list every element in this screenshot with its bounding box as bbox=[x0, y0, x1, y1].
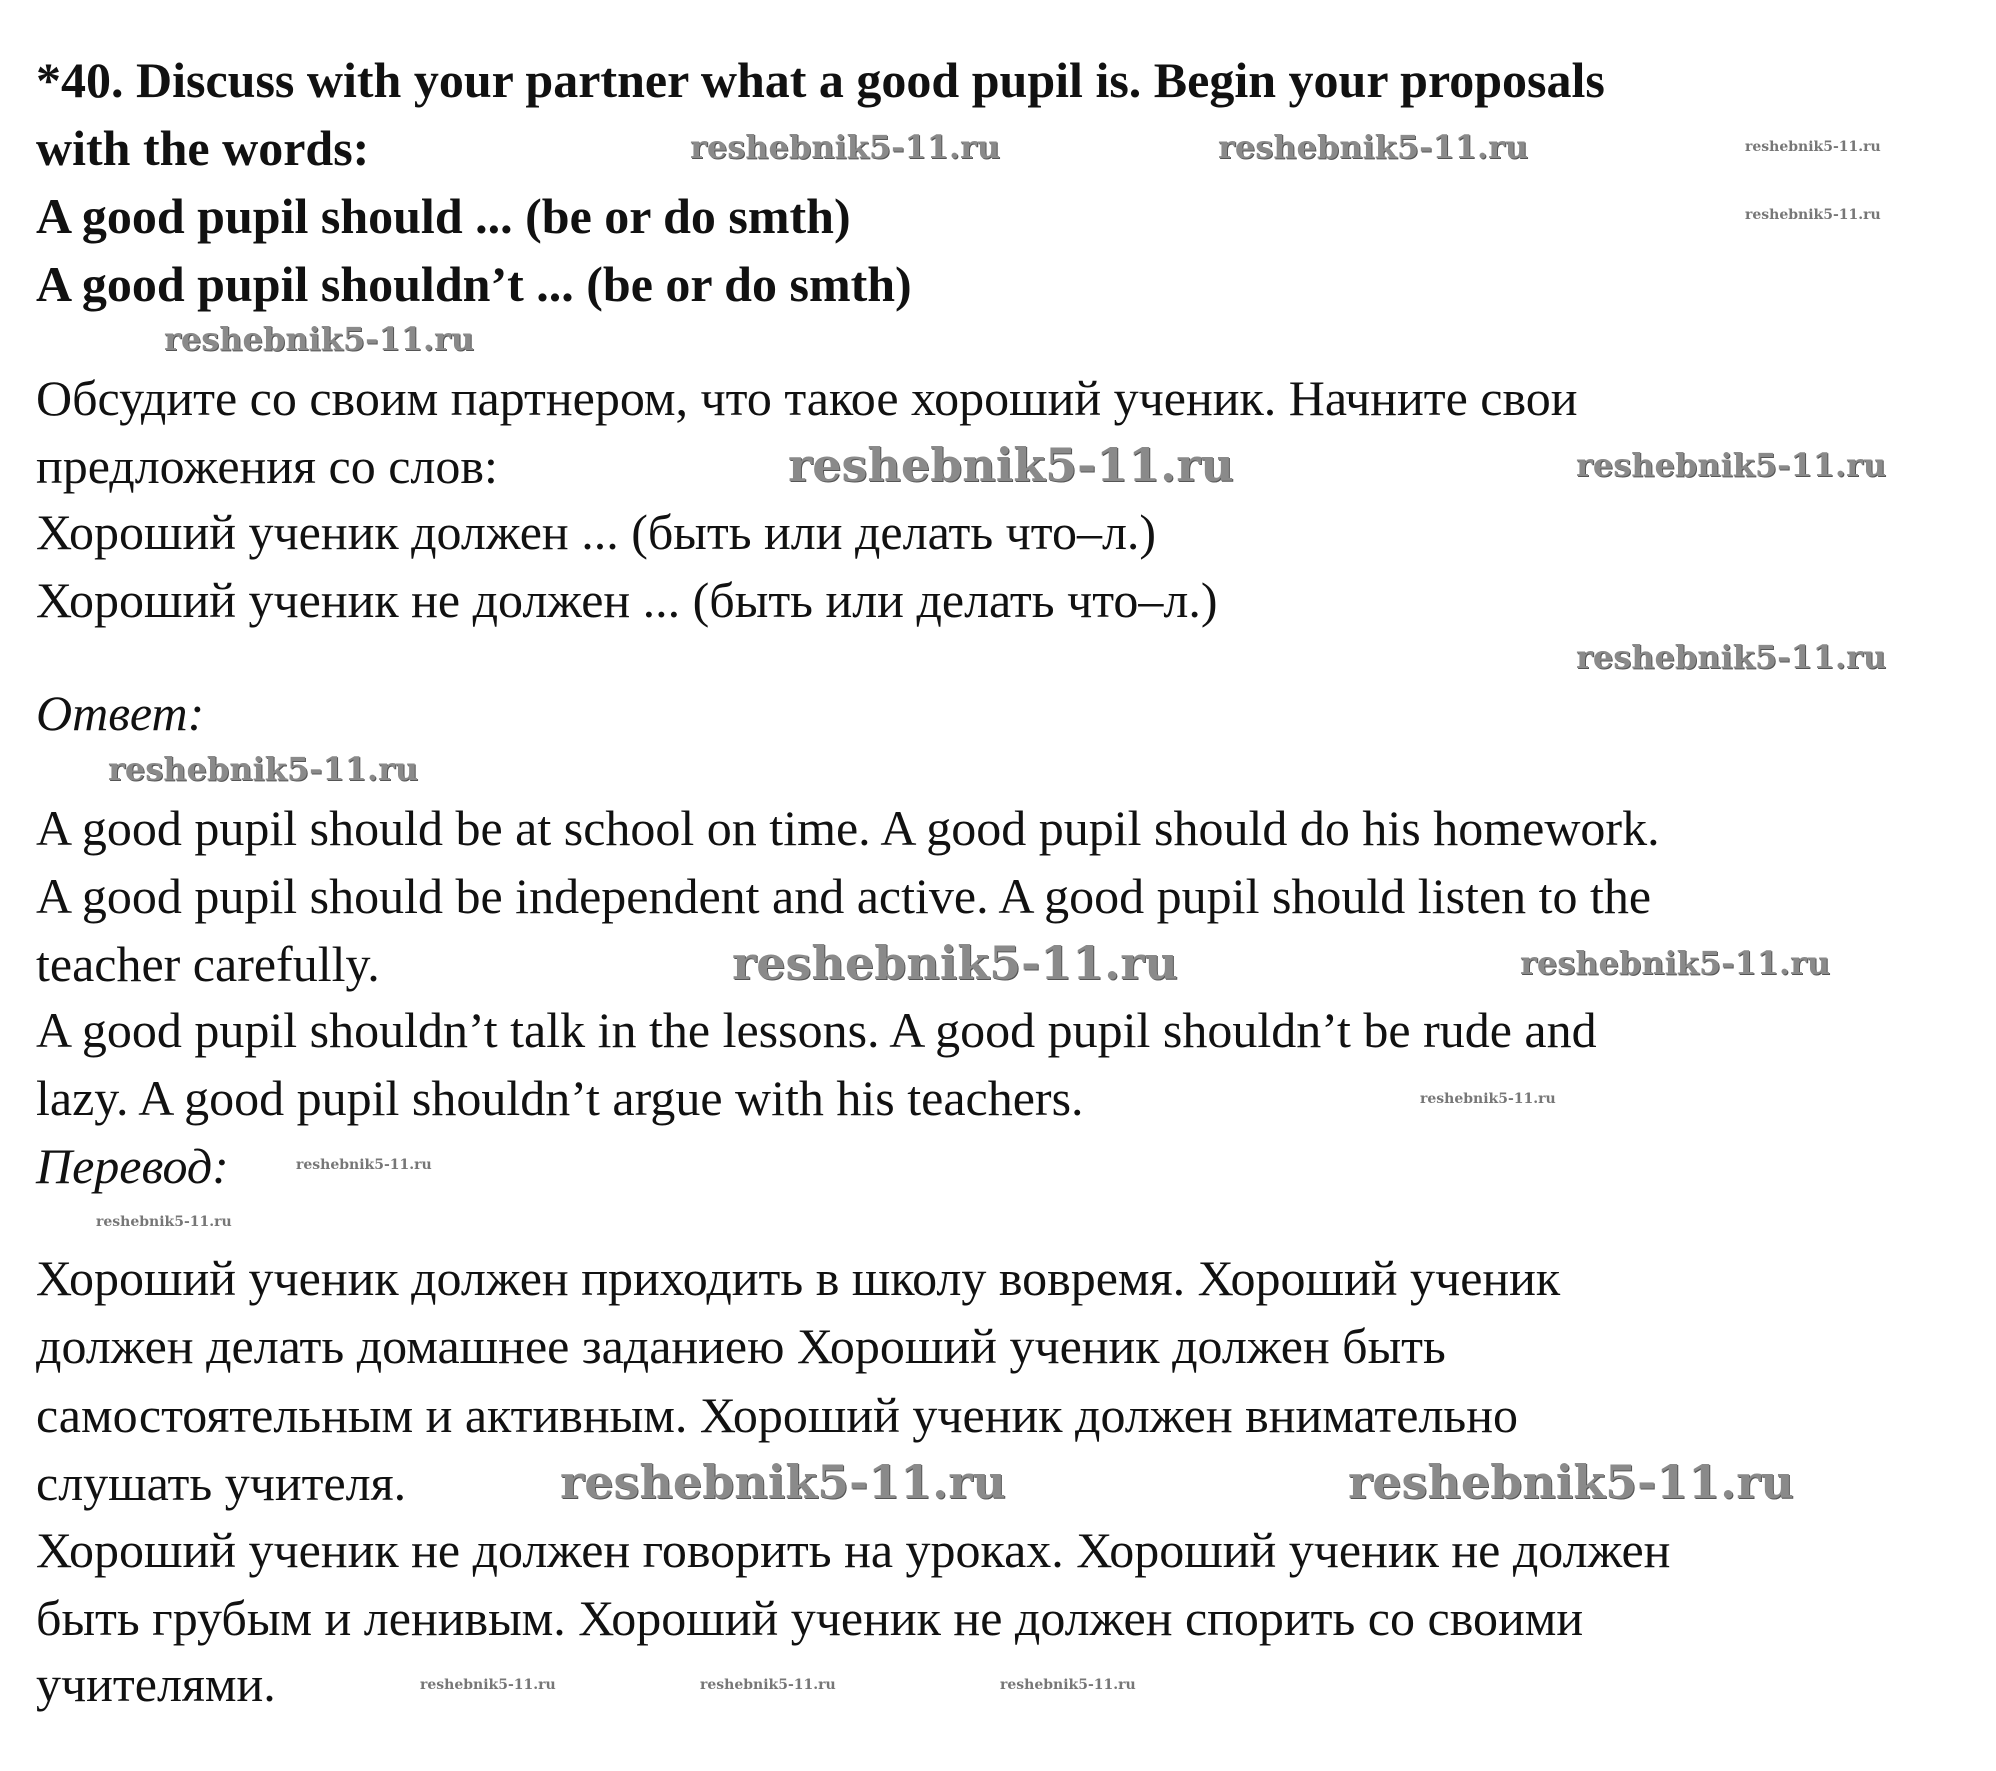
answer-label: Ответ: bbox=[36, 685, 205, 741]
task-line: A good pupil shouldn’t ... (be or do smth) bbox=[36, 256, 912, 312]
watermark: reshebnik5-11.ru bbox=[108, 750, 419, 788]
watermark: reshebnik5-11.ru bbox=[1348, 1455, 1794, 1509]
watermark: reshebnik5-11.ru bbox=[560, 1455, 1006, 1509]
answer-line: A good pupil should be at school on time. A good pupil should do his homework. bbox=[36, 800, 1660, 856]
translation-line: Хороший ученик не должен ... (быть или делать что–л.) bbox=[36, 572, 1218, 628]
watermark: reshebnik5-11.ru bbox=[1745, 139, 1881, 155]
watermark: reshebnik5-11.ru bbox=[1745, 207, 1881, 223]
watermark: reshebnik5-11.ru bbox=[296, 1157, 432, 1173]
watermark: reshebnik5-11.ru bbox=[1218, 128, 1529, 166]
translation-line: Хороший ученик не должен говорить на уроках. Хороший ученик не должен bbox=[36, 1522, 1671, 1578]
translation-line: быть грубым и ленивым. Хороший ученик не должен спорить со своими bbox=[36, 1590, 1584, 1646]
translation-line: предложения со слов: bbox=[36, 438, 498, 494]
watermark: reshebnik5-11.ru bbox=[1576, 446, 1887, 484]
task-line: with the words: bbox=[36, 120, 370, 176]
translation-line: учителями. bbox=[36, 1656, 276, 1712]
task-line: *40. Discuss with your partner what a good pupil is. Begin your proposals bbox=[36, 52, 1605, 108]
translation-line: слушать учителя. bbox=[36, 1455, 407, 1511]
answer-line: teacher carefully. bbox=[36, 936, 380, 992]
watermark: reshebnik5-11.ru bbox=[1576, 638, 1887, 676]
translation-line: Хороший ученик должен ... (быть или делать что–л.) bbox=[36, 504, 1157, 560]
watermark: reshebnik5-11.ru bbox=[1420, 1091, 1556, 1107]
translation-line: самостоятельным и активным. Хороший ученик должен внимательно bbox=[36, 1387, 1518, 1443]
answer-line: A good pupil shouldn’t talk in the lessons. A good pupil shouldn’t be rude and bbox=[36, 1002, 1597, 1058]
watermark: reshebnik5-11.ru bbox=[96, 1214, 232, 1230]
answer-line: A good pupil should be independent and active. A good pupil should listen to the bbox=[36, 868, 1652, 924]
task-line: A good pupil should ... (be or do smth) bbox=[36, 188, 851, 244]
watermark: reshebnik5-11.ru bbox=[690, 128, 1001, 166]
watermark: reshebnik5-11.ru bbox=[420, 1677, 556, 1693]
translation-line: Обсудите со своим партнером, что такое хороший ученик. Начните свои bbox=[36, 370, 1578, 426]
answer-line: lazy. A good pupil shouldn’t argue with his teachers. bbox=[36, 1070, 1084, 1126]
translation-label: Перевод: bbox=[36, 1138, 229, 1194]
watermark: reshebnik5-11.ru bbox=[1520, 944, 1831, 982]
translation-line: Хороший ученик должен приходить в школу вовремя. Хороший ученик bbox=[36, 1250, 1561, 1306]
translation-line: должен делать домашнее заданиею Хороший ученик должен быть bbox=[36, 1318, 1446, 1374]
watermark: reshebnik5-11.ru bbox=[1000, 1677, 1136, 1693]
watermark: reshebnik5-11.ru bbox=[732, 936, 1178, 990]
watermark: reshebnik5-11.ru bbox=[164, 320, 475, 358]
watermark: reshebnik5-11.ru bbox=[700, 1677, 836, 1693]
watermark: reshebnik5-11.ru bbox=[788, 438, 1234, 492]
